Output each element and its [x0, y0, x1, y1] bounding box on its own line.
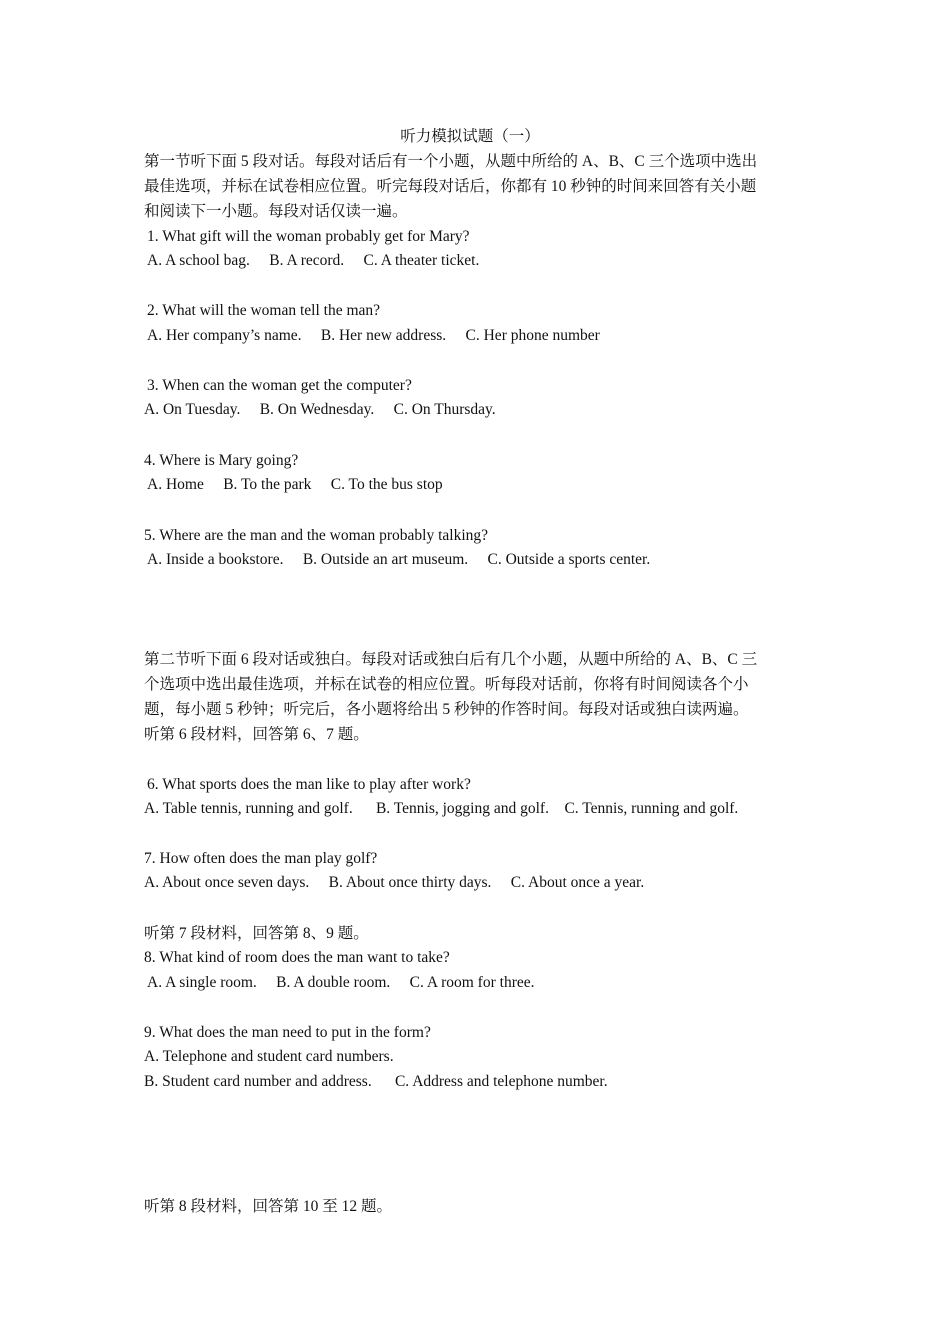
group-heading-8: 听第 8 段材料，回答第 10 至 12 题。 [144, 1198, 393, 1215]
question-6-options: A. Table tennis, running and golf. B. Tennis, jogging and golf. C. Tennis, running and golf. [144, 800, 739, 817]
question-6: 6. What sports does the man like to play after work? [147, 776, 471, 793]
section2-intro-line: 第二节听下面 6 段对话或独白。每段对话或独白后有几个小题，从题中所给的 A、B、C 三 [144, 651, 758, 668]
question-7: 7. How often does the man play golf? [144, 850, 378, 867]
section2-intro-line: 个选项中选出最佳选项，并标在试卷的相应位置。听每段对话前，你将有时间阅读各个小 [144, 676, 749, 693]
question-3: 3. When can the woman get the computer? [147, 377, 412, 394]
question-8: 8. What kind of room does the man want to take? [144, 949, 450, 966]
question-1: 1. What gift will the woman probably get for Mary? [147, 228, 470, 245]
question-5: 5. Where are the man and the woman probably talking? [144, 527, 489, 544]
question-2: 2. What will the woman tell the man? [147, 302, 381, 319]
group-heading-7: 听第 7 段材料，回答第 8、9 题。 [144, 925, 369, 942]
question-9-options-bc: B. Student card number and address. C. Address and telephone number. [144, 1073, 608, 1090]
section1-intro-line: 第一节听下面 5 段对话。每段对话后有一个小题，从题中所给的 A、B、C 三个选项中选出 [144, 153, 758, 170]
question-1-options: A. A school bag. B. A record. C. A theater ticket. [147, 252, 480, 269]
group-heading-6: 听第 6 段材料，回答第 6、7 题。 [144, 726, 369, 743]
question-2-options: A. Her company’s name. B. Her new address. C. Her phone number [147, 327, 600, 344]
section1-intro-line: 和阅读下一小题。每段对话仅读一遍。 [144, 203, 408, 220]
question-5-options: A. Inside a bookstore. B. Outside an art museum. C. Outside a sports center. [147, 551, 651, 568]
question-4-options: A. Home B. To the park C. To the bus stop [147, 476, 443, 493]
page-title: 听力模拟试题（一） [400, 128, 540, 145]
section2-intro-line: 题，每小题 5 秒钟；听完后，各小题将给出 5 秒钟的作答时间。每段对话或独白读两遍。 [144, 701, 749, 718]
question-3-options: A. On Tuesday. B. On Wednesday. C. On Thursday. [144, 401, 496, 418]
question-4: 4. Where is Mary going? [144, 452, 299, 469]
question-9: 9. What does the man need to put in the form? [144, 1024, 431, 1041]
section1-intro-line: 最佳选项，并标在试卷相应位置。听完每段对话后，你都有 10 秒钟的时间来回答有关小题 [144, 178, 757, 195]
question-7-options: A. About once seven days. B. About once thirty days. C. About once a year. [144, 874, 645, 891]
question-8-options: A. A single room. B. A double room. C. A room for three. [147, 974, 535, 991]
question-9-option-a: A. Telephone and student card numbers. [144, 1048, 394, 1065]
